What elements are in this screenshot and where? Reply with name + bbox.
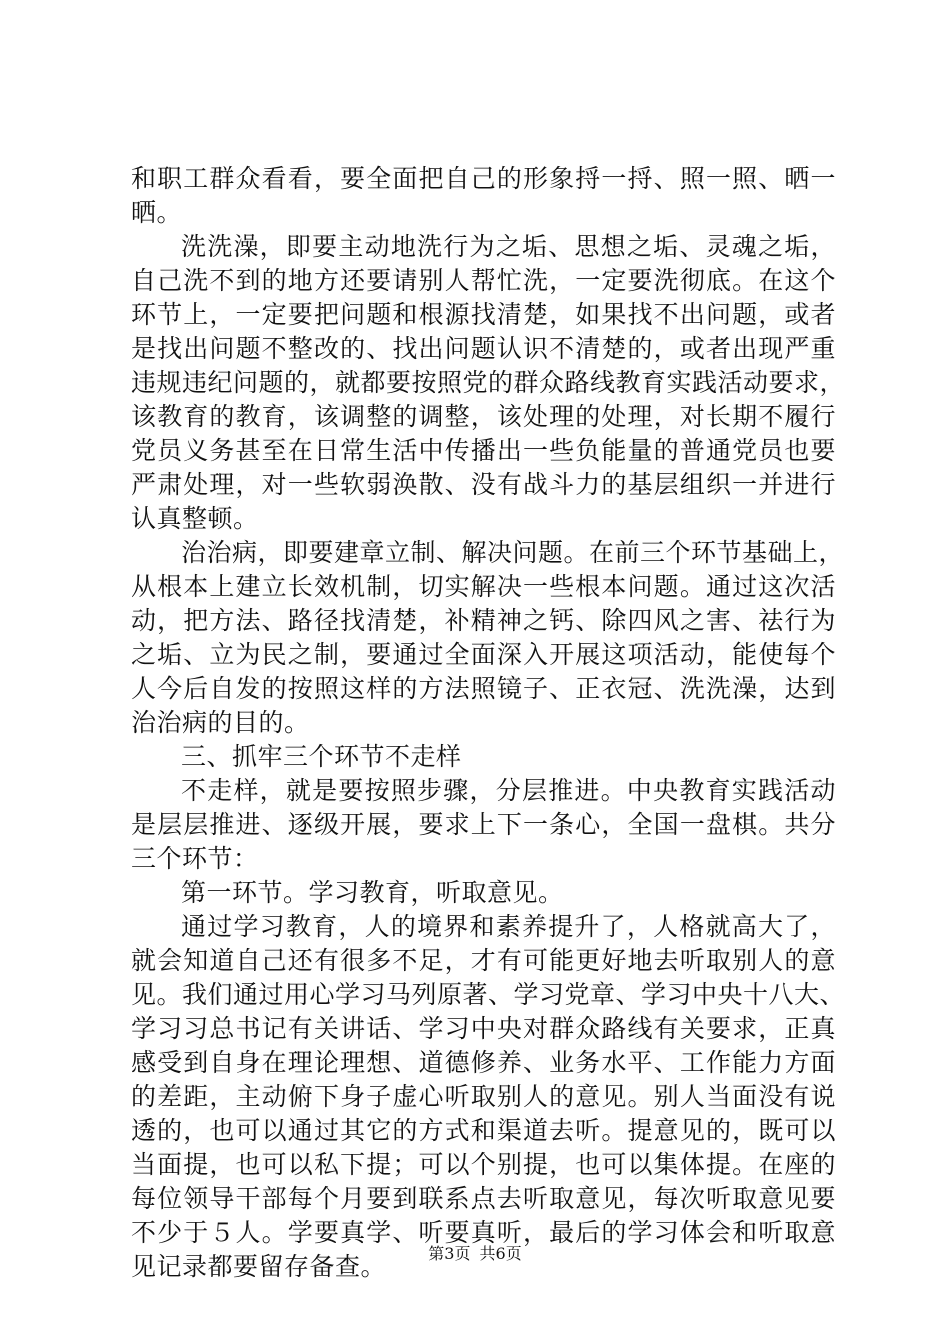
paragraph-first-line: 通过学习教育，人的境界和素养提升了，人格就高大了， bbox=[181, 912, 836, 941]
paragraph-first-line: 治治病，即要建章立制、解决问题。在前三个环节基础上， bbox=[181, 538, 845, 567]
text-line: 认真整顿。 bbox=[131, 504, 259, 533]
text-line: 动，把方法、路径找清楚，补精神之钙、除四风之害、祛行为 bbox=[131, 606, 836, 635]
text-line: 晒。 bbox=[131, 198, 183, 227]
text-line: 治治病的目的。 bbox=[131, 708, 310, 737]
text-line: 不少于５人。学要真学、听要真听，最后的学习体会和听取意 bbox=[131, 1218, 836, 1247]
text-line: 的差距，主动俯下身子虚心听取别人的意见。别人当面没有说 bbox=[131, 1082, 836, 1111]
text-line: 学习习总书记有关讲话、学习中央对群众路线有关要求，正真 bbox=[131, 1014, 836, 1043]
text-line: 就会知道自己还有很多不足，才有可能更好地去听取别人的意 bbox=[131, 946, 836, 975]
text-line: 三个环节： bbox=[131, 844, 259, 873]
text-line: 感受到自身在理论理想、道德修养、业务水平、工作能力方面 bbox=[131, 1048, 836, 1077]
text-line: 是找出问题不整改的、找出问题认识不清楚的，或者出现严重 bbox=[131, 334, 836, 363]
text-line: 环节上，一定要把问题和根源找清楚，如果找不出问题，或者 bbox=[131, 300, 836, 329]
text-line: 是层层推进、逐级开展，要求上下一条心，全国一盘棋。共分 bbox=[131, 810, 836, 839]
text-line: 人今后自发的按照这样的方法照镜子、正衣冠、洗洗澡，达到 bbox=[131, 674, 836, 703]
section-heading: 三、抓牢三个环节不走样 bbox=[181, 742, 462, 771]
text-line: 见。我们通过用心学习马列原著、学习党章、学习中央十八大、 bbox=[131, 980, 846, 1009]
text-line: 从根本上建立长效机制，切实解决一些根本问题。通过这次活 bbox=[131, 572, 836, 601]
text-line: 党员义务甚至在日常生活中传播出一些负能量的普通党员也要 bbox=[131, 436, 836, 465]
document-body bbox=[131, 162, 846, 1284]
page-total: 共6页 bbox=[479, 1244, 522, 1263]
text-line: 自己洗不到的地方还要请别人帮忙洗，一定要洗彻底。在这个 bbox=[131, 266, 836, 295]
text-line: 之垢、立为民之制，要通过全面深入开展这项活动，能使每个 bbox=[131, 640, 836, 669]
paragraph-first-line: 不走样，就是要按照步骤，分层推进。中央教育实践活动 bbox=[181, 776, 836, 805]
subsection-heading: 第一环节。学习教育，听取意见。 bbox=[181, 878, 564, 907]
paragraph-first-line: 洗洗澡，即要主动地洗行为之垢、思想之垢、灵魂之垢， bbox=[181, 232, 836, 261]
text-line: 严肃处理，对一些软弱涣散、没有战斗力的基层组织一并进行 bbox=[131, 470, 836, 499]
text-line: 该教育的教育，该调整的调整，该处理的处理，对长期不履行 bbox=[131, 402, 836, 431]
text-line: 和职工群众看看，要全面把自己的形象捋一捋、照一照、晒一 bbox=[131, 164, 836, 193]
text-line: 每位领导干部每个月要到联系点去听取意见，每次听取意见要 bbox=[131, 1184, 836, 1213]
text-line: 违规违纪问题的，就都要按照党的群众路线教育实践活动要求， bbox=[131, 368, 846, 397]
page-footer bbox=[0, 1244, 950, 1264]
text-line: 当面提，也可以私下提；可以个别提，也可以集体提。在座的 bbox=[131, 1150, 836, 1179]
page-number: 第3页 bbox=[428, 1244, 471, 1263]
text-line: 透的，也可以通过其它的方式和渠道去听。提意见的，既可以 bbox=[131, 1116, 836, 1145]
text-line: 见记录都要留存备查。 bbox=[131, 1252, 387, 1281]
